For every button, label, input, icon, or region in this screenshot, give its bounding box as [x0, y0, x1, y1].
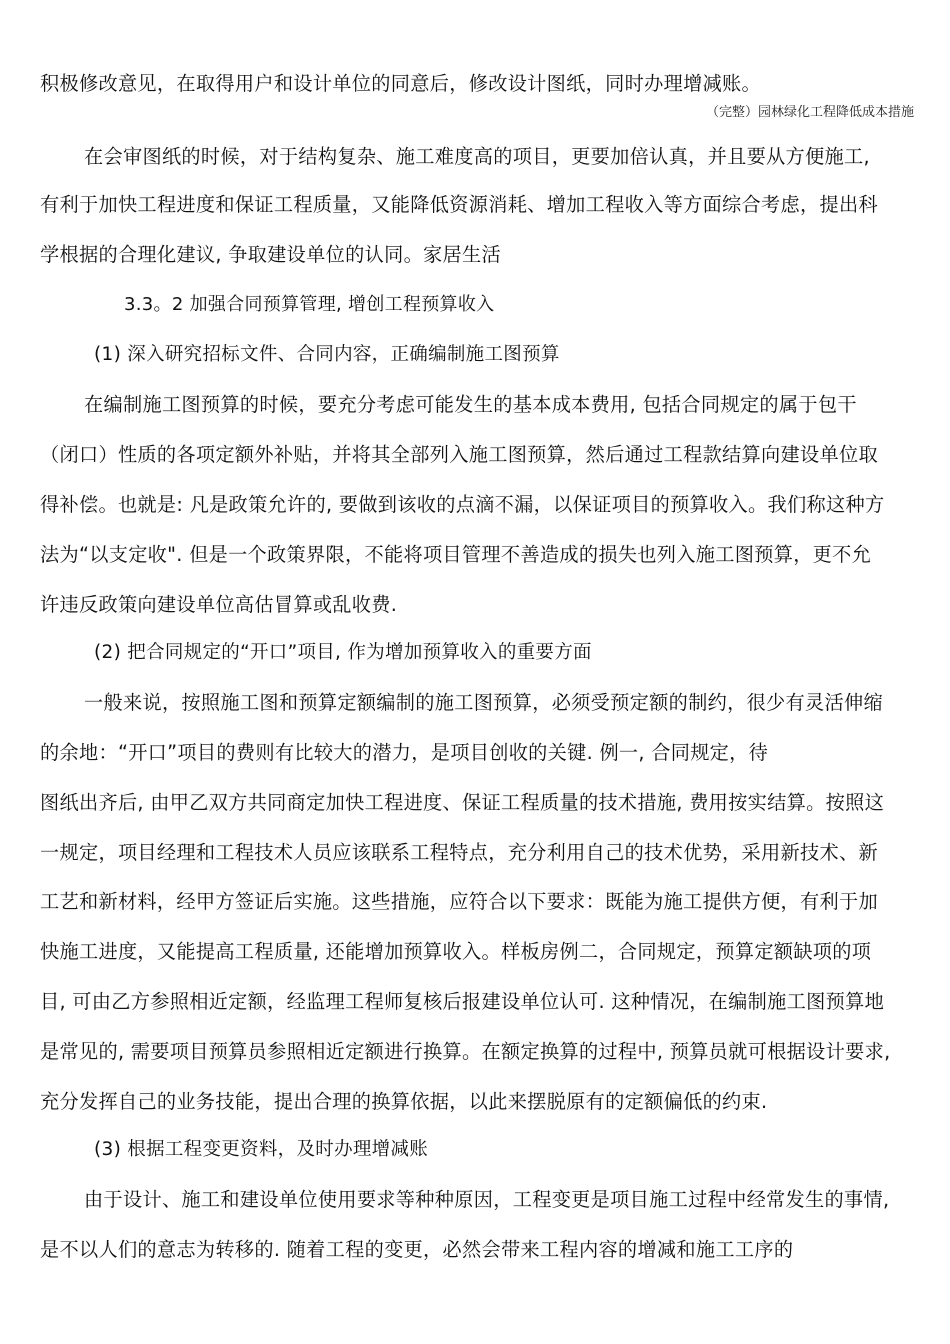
text-line-19: 目, 可由乙方参照相近定额，经监理工程师复核后报建设单位认可. 这种情况，在编制施工图预算地 [40, 990, 885, 1013]
subheading-3: (3) 根据工程变更资料，及时办理增减账 [94, 1139, 429, 1160]
text-line-20: 是常见的, 需要项目预算员参照相近定额进行换算。在额定换算的过程中, 预算员就可根据设计要求, [40, 1040, 891, 1063]
text-line-17: 工艺和新材料，经甲方签证后实施。这些措施，应符合以下要求：既能为施工提供方便，有利于加 [40, 890, 878, 913]
text-line-3: 有利于加快工程进度和保证工程质量，又能降低资源消耗、增加工程收入等方面综合考虑，提出科 [40, 193, 878, 216]
text-line-23: 由于设计、施工和建设单位使用要求等种种原因，工程变更是项目施工过程中经常发生的事情, [84, 1188, 890, 1211]
text-line-11: 许违反政策向建设单位高估冒算或乱收费. [40, 593, 398, 616]
subheading-2: (2) 把合同规定的“开口”项目, 作为增加预算收入的重要方面 [94, 642, 592, 663]
text-line-1: 积极修改意见，在取得用户和设计单位的同意后，修改设计图纸，同时办理增减账。 [40, 72, 762, 95]
text-line-4: 学根据的合理化建议, 争取建设单位的认同。家居生活 [40, 243, 502, 266]
text-line-21: 充分发挥自己的业务技能，提出合理的换算依据，以此来摆脱原有的定额偏低的约束. [40, 1090, 768, 1113]
text-line-18: 快施工进度，又能提高工程质量, 还能增加预算收入。样板房例二，合同规定，预算定额缺项的项 [40, 940, 872, 963]
text-line-9: 得补偿。也就是: 凡是政策允许的, 要做到该收的点滴不漏，以保证项目的预算收入。我们称这种方 [40, 493, 885, 516]
text-line-15: 图纸出齐后, 由甲乙双方共同商定加快工程进度、保证工程质量的技术措施, 费用按实结算。按照这 [40, 791, 885, 814]
text-line-13: 一般来说，按照施工图和预算定额编制的施工图预算，必须受预定额的制约，很少有灵活伸缩 [84, 691, 883, 714]
section-heading-3-3-2: 3.3。2 加强合同预算管理, 增创工程预算收入 [124, 294, 495, 315]
text-line-7: 在编制施工图预算的时候，要充分考虑可能发生的基本成本费用, 包括合同规定的属于包干 [84, 393, 857, 416]
subheading-1: (1) 深入研究招标文件、合同内容，正确编制施工图预算 [94, 344, 560, 365]
text-line-16: 一规定，项目经理和工程技术人员应该联系工程特点，充分利用自己的技术优势，采用新技术、新 [40, 841, 878, 864]
text-line-2: 在会审图纸的时候，对于结构复杂、施工难度高的项目，更要加倍认真，并且要从方便施工, [84, 145, 870, 168]
text-line-10: 法为“以支定收". 但是一个政策界限，不能将项目管理不善造成的损失也列入施工图预算，更不允 [40, 543, 872, 566]
document-header-title: （完整）园林绿化工程降低成本措施 [705, 105, 914, 120]
text-line-8: （闭口）性质的各项定额外补贴，并将其全部列入施工图预算，然后通过工程款结算向建设单位取 [40, 443, 878, 466]
text-line-14: 的余地：“开口”项目的费则有比较大的潜力，是项目创收的关键. 例一, 合同规定，待 [40, 741, 769, 764]
text-line-24: 是不以人们的意志为转移的. 随着工程的变更，必然会带来工程内容的增减和施工工序的 [40, 1238, 794, 1261]
